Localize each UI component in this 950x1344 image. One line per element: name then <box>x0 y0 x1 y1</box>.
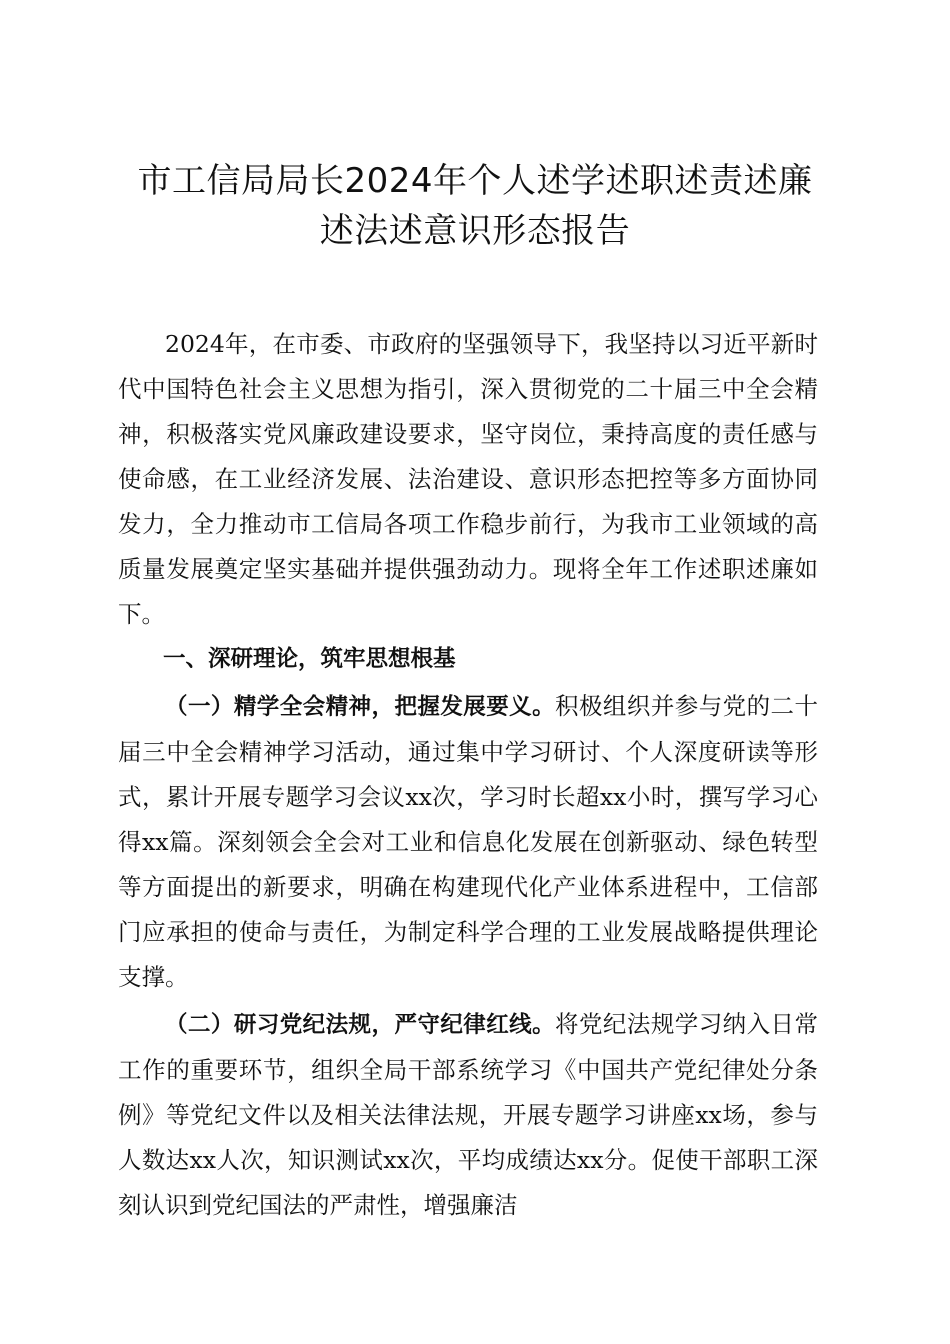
item-2-text: 将党纪法规学习纳入日常工作的重要环节，组织全局干部系统学习《中国共产党纪律处分条例》等党纪文件以及相关法律法规，开展专题学习讲座xx场，参与人数达xx人次，知识测试xx次，平均成绩达xx分。促使干部职工深刻认识到党纪国法的严肃性，增强廉洁 <box>118 1010 818 1219</box>
document-title-line2: 述法述意识形态报告 <box>319 211 631 251</box>
paragraph-item-2 <box>118 1002 818 1228</box>
item-2-lead: （二）研习党纪法规，严守纪律红线。 <box>165 1012 556 1038</box>
paragraph-item-1 <box>118 684 818 1000</box>
item-1-lead: （一）精学全会精神，把握发展要义。 <box>165 694 556 720</box>
document-body <box>118 322 818 1228</box>
item-1-text: 积极组织并参与党的二十届三中全会精神学习活动，通过集中学习研讨、个人深度研读等形式，累计开展专题学习会议xx次，学习时长超xx小时，撰写学习心得xx篇。深刻领会全会对工业和信息化发展在创新驱动、绿色转型等方面提出的新要求，明确在构建现代化产业体系进程中，工信部门应承担的使命与责任，为制定科学合理的工业发展战略提供理论支撑。 <box>118 692 818 991</box>
section-heading-1: 一、深研理论，筑牢思想根基 <box>163 646 456 672</box>
document-title-line1: 市工信局局长2024年个人述学述职述责述廉 <box>137 161 813 201</box>
intro-paragraph: 2024年，在市委、市政府的坚强领导下，我坚持以习近平新时代中国特色社会主义思想为指引，深入贯彻党的二十届三中全会精神，积极落实党风廉政建设要求，坚守岗位，秉持高度的责任感与使命感，在工业经济发展、法治建设、意识形态把控等多方面协同发力，全力推动市工信局各项工作稳步前行，为我市工业领域的高质量发展奠定坚实基础并提供强劲动力。现将全年工作述职述廉如下。 <box>118 330 818 628</box>
